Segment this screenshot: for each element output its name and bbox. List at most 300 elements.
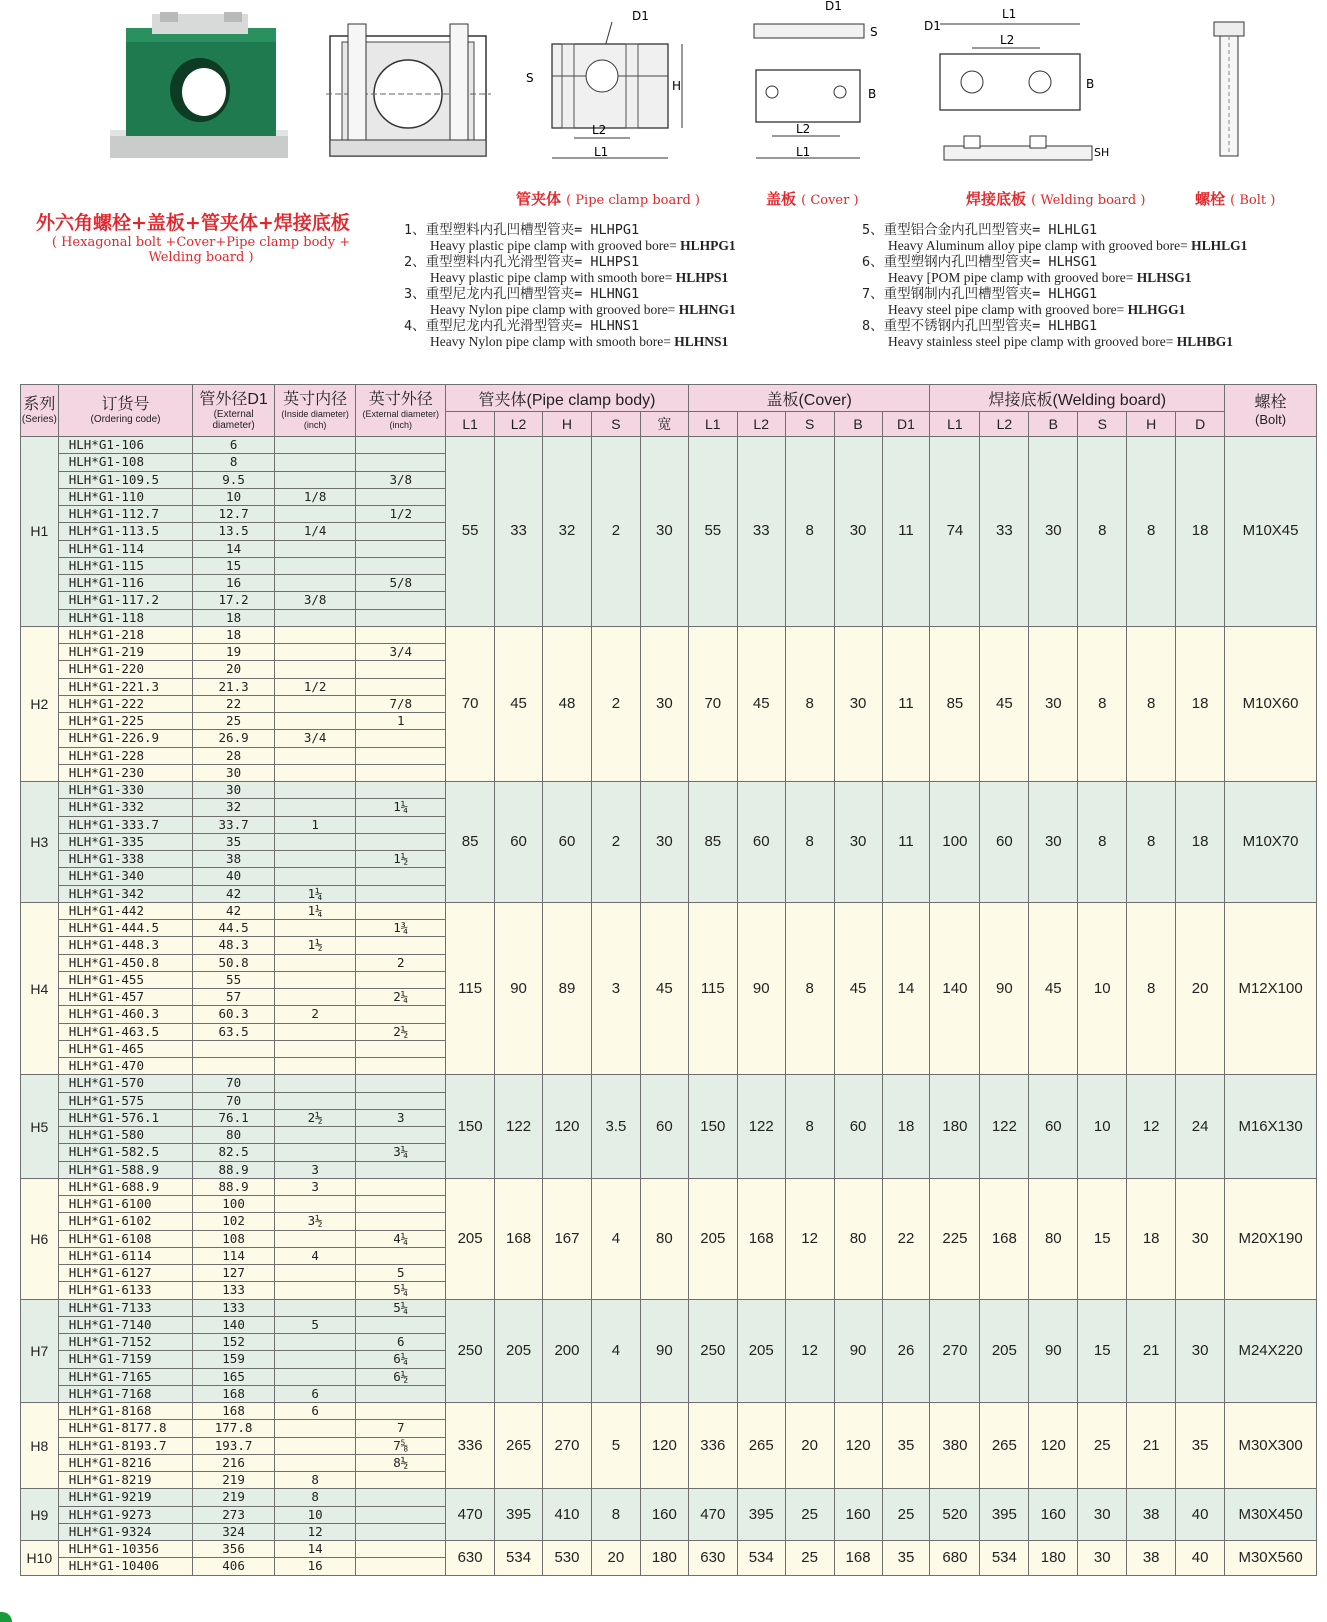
- table-body: [21, 437, 1317, 1576]
- ordering-code-cell: HLH*G1-580: [58, 1127, 193, 1144]
- external-diameter-cell: 100: [193, 1196, 275, 1213]
- inside-diameter-inch-cell: [274, 1092, 356, 1109]
- external-diameter-cell: 177.8: [193, 1420, 275, 1437]
- bolt-cell: M10X45: [1225, 437, 1317, 627]
- inside-diameter-inch-cell: [274, 1351, 356, 1368]
- dimension-cell: 534: [980, 1541, 1029, 1576]
- external-diameter-inch-cell: [356, 902, 446, 919]
- type-list-left: [404, 222, 824, 350]
- ordering-code-cell: HLH*G1-333.7: [58, 816, 193, 833]
- ordering-code-cell: HLH*G1-10406: [58, 1558, 193, 1575]
- external-diameter-cell: 18: [193, 609, 275, 626]
- ordering-code-cell: HLH*G1-112.7: [58, 506, 193, 523]
- subheader-cell: B: [1029, 412, 1078, 437]
- inside-diameter-inch-cell: [274, 661, 356, 678]
- external-diameter-inch-cell: 2½: [356, 1023, 446, 1040]
- type-item: 7、重型钢制内孔凹槽型管夹= HLHGG1 Heavy steel pipe clamp with grooved bore= HLHGG1: [862, 286, 1186, 317]
- external-diameter-inch-cell: 1¼: [356, 799, 446, 816]
- ordering-code-cell: HLH*G1-576.1: [58, 1109, 193, 1126]
- ordering-code-cell: HLH*G1-455: [58, 971, 193, 988]
- ordering-code-cell: HLH*G1-6100: [58, 1196, 193, 1213]
- inside-diameter-inch-cell: [274, 695, 356, 712]
- dimension-cell: 80: [1029, 1178, 1078, 1299]
- inside-diameter-inch-cell: [274, 1334, 356, 1351]
- dimension-cell: 55: [688, 437, 737, 627]
- table-header: [21, 385, 1317, 437]
- bolt-cell: M20X190: [1225, 1178, 1317, 1299]
- external-diameter-cell: 152: [193, 1334, 275, 1351]
- external-diameter-cell: 10: [193, 488, 275, 505]
- external-diameter-inch-cell: [356, 747, 446, 764]
- dimension-cell: 25: [785, 1541, 834, 1576]
- inside-diameter-inch-cell: [274, 713, 356, 730]
- dimension-cell: 8: [1127, 902, 1176, 1075]
- subheader-cell: L1: [446, 412, 495, 437]
- inside-diameter-inch-cell: [274, 557, 356, 574]
- external-diameter-inch-cell: [356, 661, 446, 678]
- dimension-cell: 30: [1176, 1178, 1225, 1299]
- label-d1: D1: [632, 9, 649, 23]
- dimension-cell: 8: [1078, 437, 1127, 627]
- header-ordering-code: 订货号 (Ordering code): [58, 385, 193, 437]
- clamp-photo: [108, 12, 293, 162]
- external-diameter-inch-cell: 2: [356, 954, 446, 971]
- ordering-code-cell: HLH*G1-332: [58, 799, 193, 816]
- dimension-cell: 60: [640, 1075, 688, 1179]
- inside-diameter-inch-cell: 5: [274, 1316, 356, 1333]
- inside-diameter-inch-cell: [274, 1420, 356, 1437]
- header-external-diameter-inch: 英寸外径 (External diameter) (inch): [356, 385, 446, 437]
- corner-decoration: [0, 1612, 12, 1622]
- dimension-cell: 150: [446, 1075, 495, 1179]
- external-diameter-cell: 76.1: [193, 1109, 275, 1126]
- external-diameter-cell: 88.9: [193, 1178, 275, 1195]
- inside-diameter-inch-cell: 3/4: [274, 730, 356, 747]
- external-diameter-cell: 33.7: [193, 816, 275, 833]
- inside-diameter-inch-cell: [274, 1454, 356, 1471]
- external-diameter-cell: 216: [193, 1454, 275, 1471]
- subheader-cell: 宽: [640, 412, 688, 437]
- inside-diameter-inch-cell: [274, 782, 356, 799]
- ordering-code-cell: HLH*G1-6108: [58, 1230, 193, 1247]
- dimension-cell: 11: [882, 782, 930, 903]
- inside-diameter-inch-cell: 16: [274, 1558, 356, 1575]
- dimension-cell: 470: [446, 1489, 495, 1541]
- svg-text:H: H: [672, 79, 682, 93]
- dimension-cell: 35: [882, 1541, 930, 1576]
- external-diameter-cell: 14: [193, 540, 275, 557]
- external-diameter-cell: 168: [193, 1385, 275, 1402]
- external-diameter-cell: 102: [193, 1213, 275, 1230]
- inside-diameter-inch-cell: [274, 1368, 356, 1385]
- external-diameter-cell: 108: [193, 1230, 275, 1247]
- header-external-diameter: 管外径D1 (External diameter): [193, 385, 275, 437]
- subheader-cell: S: [1078, 412, 1127, 437]
- external-diameter-inch-cell: [356, 1092, 446, 1109]
- external-diameter-cell: 30: [193, 764, 275, 781]
- ordering-code-cell: HLH*G1-460.3: [58, 1006, 193, 1023]
- ordering-code-cell: HLH*G1-115: [58, 557, 193, 574]
- table-row: [21, 626, 1317, 643]
- svg-text:L2: L2: [1000, 33, 1015, 47]
- header-series: 系列 (Series): [21, 385, 59, 437]
- inside-diameter-inch-cell: [274, 454, 356, 471]
- inside-diameter-inch-cell: [274, 437, 356, 454]
- external-diameter-inch-cell: 1: [356, 713, 446, 730]
- external-diameter-cell: 219: [193, 1489, 275, 1506]
- dimension-cell: 4: [591, 1299, 640, 1403]
- svg-text:L1: L1: [796, 145, 811, 159]
- ordering-code-cell: HLH*G1-114: [58, 540, 193, 557]
- series-cell: H7: [21, 1299, 59, 1403]
- external-diameter-inch-cell: [356, 557, 446, 574]
- external-diameter-inch-cell: 3¼: [356, 1144, 446, 1161]
- svg-text:L1: L1: [594, 145, 609, 159]
- external-diameter-cell: 127: [193, 1265, 275, 1282]
- external-diameter-cell: 165: [193, 1368, 275, 1385]
- table-row: [21, 902, 1317, 919]
- external-diameter-inch-cell: [356, 592, 446, 609]
- dimension-cell: 60: [737, 782, 785, 903]
- external-diameter-inch-cell: 4¼: [356, 1230, 446, 1247]
- ordering-code-cell: HLH*G1-10356: [58, 1541, 193, 1558]
- external-diameter-cell: 193.7: [193, 1437, 275, 1454]
- svg-text:L2: L2: [796, 122, 811, 136]
- bolt-drawing: [1212, 20, 1246, 165]
- ordering-code-cell: HLH*G1-220: [58, 661, 193, 678]
- external-diameter-cell: 8: [193, 454, 275, 471]
- external-diameter-inch-cell: [356, 1127, 446, 1144]
- dimension-cell: 8: [785, 626, 834, 781]
- subheader-cell: S: [785, 412, 834, 437]
- dimension-cell: 160: [640, 1489, 688, 1541]
- ordering-code-cell: HLH*G1-330: [58, 782, 193, 799]
- external-diameter-cell: 38: [193, 851, 275, 868]
- dimension-cell: 12: [785, 1178, 834, 1299]
- dimension-cell: 60: [1029, 1075, 1078, 1179]
- inside-diameter-inch-cell: 1¼: [274, 902, 356, 919]
- ordering-code-cell: HLH*G1-221.3: [58, 678, 193, 695]
- dimension-cell: 122: [737, 1075, 785, 1179]
- ordering-code-cell: HLH*G1-7168: [58, 1385, 193, 1402]
- bolt-cell: M30X450: [1225, 1489, 1317, 1541]
- bolt-cell: M10X60: [1225, 626, 1317, 781]
- dimension-cell: 8: [1127, 782, 1176, 903]
- dimension-cell: 90: [495, 902, 543, 1075]
- dimension-cell: 2: [591, 626, 640, 781]
- inside-diameter-inch-cell: [274, 540, 356, 557]
- dimension-cell: 3.5: [591, 1075, 640, 1179]
- dimension-cell: 180: [640, 1541, 688, 1576]
- external-diameter-inch-cell: 6¼: [356, 1351, 446, 1368]
- inside-diameter-inch-cell: [274, 1075, 356, 1092]
- dimension-cell: 15: [1078, 1178, 1127, 1299]
- external-diameter-inch-cell: [356, 1316, 446, 1333]
- external-diameter-cell: 28: [193, 747, 275, 764]
- inside-diameter-inch-cell: 14: [274, 1541, 356, 1558]
- external-diameter-cell: 114: [193, 1247, 275, 1264]
- dimension-cell: 8: [1078, 782, 1127, 903]
- external-diameter-inch-cell: 1¾: [356, 920, 446, 937]
- ordering-code-cell: HLH*G1-106: [58, 437, 193, 454]
- type-item: 6、重型塑钢内孔凹槽型管夹= HLHSG1 Heavy [POM pipe clamp with grooved bore= HLHSG1: [862, 254, 1192, 285]
- table-row: [21, 437, 1317, 454]
- product-drawings: [0, 0, 1327, 380]
- external-diameter-cell: 356: [193, 1541, 275, 1558]
- dimension-cell: 20: [591, 1541, 640, 1576]
- dimension-cell: 48: [542, 626, 591, 781]
- dimension-cell: 2: [591, 437, 640, 627]
- dimension-cell: 205: [495, 1299, 543, 1403]
- dimension-cell: 180: [1029, 1541, 1078, 1576]
- inside-diameter-inch-cell: 1/2: [274, 678, 356, 695]
- ordering-code-cell: HLH*G1-8216: [58, 1454, 193, 1471]
- external-diameter-inch-cell: [356, 454, 446, 471]
- dimension-cell: 45: [1029, 902, 1078, 1075]
- ordering-code-cell: HLH*G1-457: [58, 989, 193, 1006]
- dimension-cell: 8: [1127, 437, 1176, 627]
- external-diameter-cell: 21.3: [193, 678, 275, 695]
- external-diameter-cell: 40: [193, 868, 275, 885]
- dimension-cell: 8: [1078, 626, 1127, 781]
- dimension-cell: 205: [737, 1299, 785, 1403]
- dimension-cell: 11: [882, 626, 930, 781]
- external-diameter-inch-cell: [356, 1006, 446, 1023]
- series-cell: H1: [21, 437, 59, 627]
- external-diameter-cell: 324: [193, 1523, 275, 1540]
- external-diameter-inch-cell: 5¼: [356, 1299, 446, 1316]
- table-row: [21, 782, 1317, 799]
- external-diameter-inch-cell: [356, 1161, 446, 1178]
- dimension-cell: 74: [930, 437, 980, 627]
- inside-diameter-inch-cell: [274, 1230, 356, 1247]
- ordering-code-cell: HLH*G1-7159: [58, 1351, 193, 1368]
- inside-diameter-inch-cell: 8: [274, 1489, 356, 1506]
- ordering-code-cell: HLH*G1-110: [58, 488, 193, 505]
- ordering-code-cell: HLH*G1-335: [58, 833, 193, 850]
- dimension-cell: 30: [640, 437, 688, 627]
- dimension-cell: 30: [1029, 782, 1078, 903]
- dimension-cell: 2: [591, 782, 640, 903]
- external-diameter-cell: 19: [193, 644, 275, 661]
- dimension-cell: 18: [1176, 626, 1225, 781]
- subheader-cell: S: [591, 412, 640, 437]
- dimension-cell: 168: [495, 1178, 543, 1299]
- ordering-code-cell: HLH*G1-230: [58, 764, 193, 781]
- svg-text:D1: D1: [825, 0, 842, 13]
- header-pipe-clamp-body: 管夹体(Pipe clamp body): [446, 385, 689, 412]
- dimension-cell: 33: [495, 437, 543, 627]
- external-diameter-inch-cell: [356, 626, 446, 643]
- inside-diameter-inch-cell: [274, 1282, 356, 1299]
- ordering-code-cell: HLH*G1-225: [58, 713, 193, 730]
- dimension-cell: 160: [834, 1489, 882, 1541]
- ordering-code-cell: HLH*G1-108: [58, 454, 193, 471]
- dimension-cell: 90: [640, 1299, 688, 1403]
- external-diameter-inch-cell: [356, 1058, 446, 1075]
- external-diameter-cell: 25: [193, 713, 275, 730]
- assembly-title: 外六角螺栓+盖板+管夹体+焊接底板 ( Hexagonal bolt +Cover+Pipe clamp body + Welding board ): [36, 212, 351, 265]
- dimension-cell: 520: [930, 1489, 980, 1541]
- series-cell: H4: [21, 902, 59, 1075]
- external-diameter-cell: 6: [193, 437, 275, 454]
- dimension-cell: 205: [980, 1299, 1029, 1403]
- external-diameter-inch-cell: 3/4: [356, 644, 446, 661]
- external-diameter-cell: 219: [193, 1472, 275, 1489]
- dimension-cell: 115: [688, 902, 737, 1075]
- external-diameter-inch-cell: [356, 609, 446, 626]
- dimension-cell: 25: [785, 1489, 834, 1541]
- external-diameter-cell: 44.5: [193, 920, 275, 937]
- table-row: [21, 1403, 1317, 1420]
- inside-diameter-inch-cell: [274, 1265, 356, 1282]
- external-diameter-inch-cell: 1½: [356, 851, 446, 868]
- dimension-cell: 60: [834, 1075, 882, 1179]
- external-diameter-cell: 20: [193, 661, 275, 678]
- external-diameter-cell: 12.7: [193, 506, 275, 523]
- dimension-cell: 30: [640, 782, 688, 903]
- dimension-cell: 33: [980, 437, 1029, 627]
- dimension-cell: 12: [785, 1299, 834, 1403]
- inside-diameter-inch-cell: 3/8: [274, 592, 356, 609]
- ordering-code-cell: HLH*G1-9219: [58, 1489, 193, 1506]
- external-diameter-cell: [193, 1058, 275, 1075]
- dimension-cell: 336: [446, 1403, 495, 1489]
- inside-diameter-inch-cell: [274, 920, 356, 937]
- inside-diameter-inch-cell: 3: [274, 1178, 356, 1195]
- dimension-cell: 120: [640, 1403, 688, 1489]
- ordering-code-cell: HLH*G1-575: [58, 1092, 193, 1109]
- inside-diameter-inch-cell: [274, 609, 356, 626]
- welding-board-label: 焊接底板 ( Welding board ): [966, 190, 1146, 208]
- dimension-cell: 395: [737, 1489, 785, 1541]
- series-cell: H9: [21, 1489, 59, 1541]
- ordering-code-cell: HLH*G1-113.5: [58, 523, 193, 540]
- dimension-cell: 8: [785, 437, 834, 627]
- bolt-cell: M24X220: [1225, 1299, 1317, 1403]
- ordering-code-cell: HLH*G1-588.9: [58, 1161, 193, 1178]
- dimension-cell: 8: [785, 782, 834, 903]
- external-diameter-cell: 18: [193, 626, 275, 643]
- external-diameter-inch-cell: [356, 730, 446, 747]
- header-welding-board: 焊接底板(Welding board): [930, 385, 1225, 412]
- type-list-right: [862, 222, 1322, 350]
- external-diameter-inch-cell: [356, 816, 446, 833]
- inside-diameter-inch-cell: 10: [274, 1506, 356, 1523]
- external-diameter-inch-cell: [356, 1403, 446, 1420]
- ordering-code-cell: HLH*G1-222: [58, 695, 193, 712]
- dimension-cell: 55: [446, 437, 495, 627]
- dimension-cell: 3: [591, 902, 640, 1075]
- ordering-code-cell: HLH*G1-444.5: [58, 920, 193, 937]
- dimension-cell: 12: [1127, 1075, 1176, 1179]
- dimension-cell: 4: [591, 1178, 640, 1299]
- dimension-cell: 120: [542, 1075, 591, 1179]
- dimension-cell: 18: [1127, 1178, 1176, 1299]
- dimension-cell: 167: [542, 1178, 591, 1299]
- ordering-code-cell: HLH*G1-6133: [58, 1282, 193, 1299]
- dimension-cell: 25: [882, 1489, 930, 1541]
- dimension-cell: 85: [930, 626, 980, 781]
- external-diameter-cell: 9.5: [193, 471, 275, 488]
- svg-text:S: S: [870, 25, 878, 39]
- external-diameter-inch-cell: [356, 1385, 446, 1402]
- subheader-cell: H: [542, 412, 591, 437]
- series-cell: H8: [21, 1403, 59, 1489]
- inside-diameter-inch-cell: [274, 851, 356, 868]
- dimension-cell: 30: [1176, 1299, 1225, 1403]
- dimension-cell: 70: [446, 626, 495, 781]
- external-diameter-inch-cell: [356, 437, 446, 454]
- external-diameter-cell: 57: [193, 989, 275, 1006]
- dimension-cell: 10: [1078, 902, 1127, 1075]
- dimension-cell: 30: [1029, 437, 1078, 627]
- inside-diameter-inch-cell: 6: [274, 1385, 356, 1402]
- dimension-cell: 85: [446, 782, 495, 903]
- external-diameter-inch-cell: [356, 937, 446, 954]
- external-diameter-inch-cell: 8½: [356, 1454, 446, 1471]
- inside-diameter-inch-cell: [274, 799, 356, 816]
- dimension-cell: 80: [640, 1178, 688, 1299]
- dimension-cell: 270: [542, 1403, 591, 1489]
- dimension-cell: 225: [930, 1178, 980, 1299]
- external-diameter-inch-cell: [356, 764, 446, 781]
- ordering-code-cell: HLH*G1-340: [58, 868, 193, 885]
- inside-diameter-inch-cell: 4: [274, 1247, 356, 1264]
- dimension-cell: 8: [785, 902, 834, 1075]
- inside-diameter-inch-cell: [274, 575, 356, 592]
- external-diameter-inch-cell: [356, 1196, 446, 1213]
- type-item: 8、重型不锈钢内孔凹型管夹= HLHBG1 Heavy stainless steel pipe clamp with grooved bore= HLHBG1: [862, 318, 1234, 349]
- external-diameter-inch-cell: 3: [356, 1109, 446, 1126]
- external-diameter-inch-cell: 5¼: [356, 1282, 446, 1299]
- series-cell: H10: [21, 1541, 59, 1576]
- ordering-code-cell: HLH*G1-7165: [58, 1368, 193, 1385]
- header-inside-diameter-inch: 英寸内径 (Inside diameter) (inch): [274, 385, 356, 437]
- subheader-cell: H: [1127, 412, 1176, 437]
- external-diameter-cell: 168: [193, 1403, 275, 1420]
- external-diameter-inch-cell: 7/8: [356, 695, 446, 712]
- external-diameter-cell: 42: [193, 902, 275, 919]
- inside-diameter-inch-cell: [274, 764, 356, 781]
- external-diameter-cell: 13.5: [193, 523, 275, 540]
- external-diameter-inch-cell: [356, 1075, 446, 1092]
- ordering-code-cell: HLH*G1-219: [58, 644, 193, 661]
- dimension-cell: 60: [980, 782, 1029, 903]
- dimension-cell: 250: [446, 1299, 495, 1403]
- external-diameter-cell: 140: [193, 1316, 275, 1333]
- dimension-cell: 38: [1127, 1541, 1176, 1576]
- inside-diameter-inch-cell: 2½: [274, 1109, 356, 1126]
- inside-diameter-inch-cell: [274, 954, 356, 971]
- subheader-cell: D: [1176, 412, 1225, 437]
- table-row: [21, 1541, 1317, 1558]
- dimension-cell: 680: [930, 1541, 980, 1576]
- external-diameter-inch-cell: [356, 488, 446, 505]
- dimension-cell: 60: [542, 782, 591, 903]
- external-diameter-inch-cell: 6: [356, 1334, 446, 1351]
- dimension-cell: 30: [640, 626, 688, 781]
- external-diameter-inch-cell: 5/8: [356, 575, 446, 592]
- ordering-code-cell: HLH*G1-8168: [58, 1403, 193, 1420]
- inside-diameter-inch-cell: [274, 1040, 356, 1057]
- type-item: 4、重型尼龙内孔光滑型管夹= HLHNS1 Heavy Nylon pipe clamp with smooth bore= HLHNS1: [404, 318, 729, 349]
- svg-text:S: S: [526, 71, 534, 85]
- external-diameter-cell: 55: [193, 971, 275, 988]
- dimension-cell: 20: [785, 1403, 834, 1489]
- ordering-code-cell: HLH*G1-338: [58, 851, 193, 868]
- dimension-cell: 180: [930, 1075, 980, 1179]
